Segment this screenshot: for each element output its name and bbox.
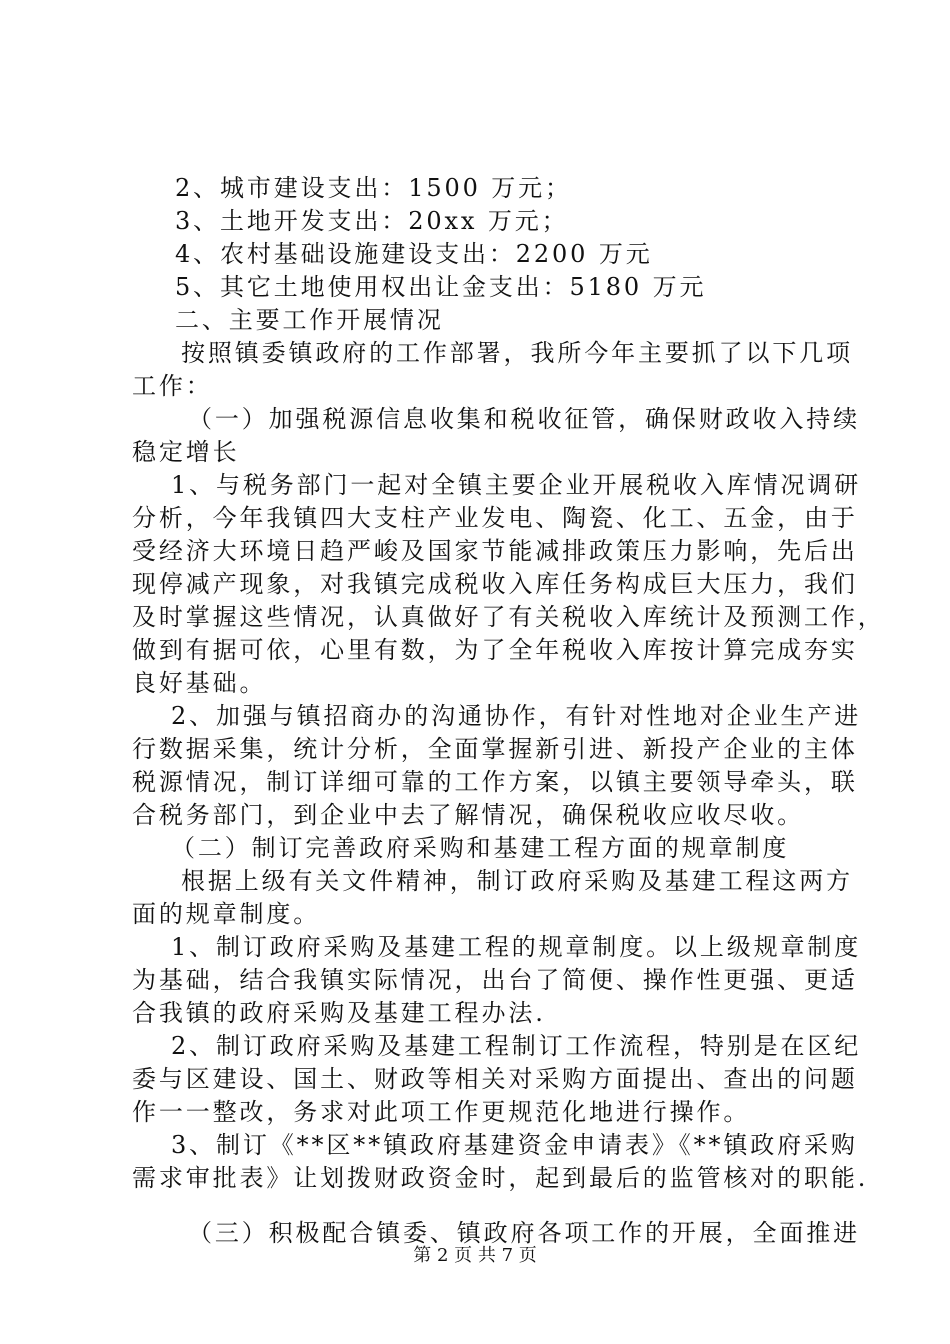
paragraph-line: 2、城市建设支出：1500 万元； <box>175 174 572 202</box>
paragraph-line: 受经济大环境日趋严峻及国家节能减排政策压力影响，先后出 <box>132 537 858 565</box>
paragraph-line: 分析，今年我镇四大支柱产业发电、陶瓷、化工、五金，由于 <box>132 504 858 532</box>
paragraph-line: 稳定增长 <box>132 438 240 466</box>
paragraph-line: 3、制订《**区**镇政府基建资金申请表》《**镇政府采购 <box>171 1131 858 1159</box>
paragraph-line: 税源情况，制订详细可靠的工作方案，以镇主要领导牵头，联 <box>132 768 858 796</box>
paragraph-line: 合我镇的政府采购及基建工程办法. <box>132 999 546 1027</box>
paragraph-line: 面的规章制度。 <box>132 900 321 928</box>
paragraph-line: 根据上级有关文件精神，制订政府采购及基建工程这两方 <box>181 867 853 895</box>
paragraph-line: 1、与税务部门一起对全镇主要企业开展税收入库情况调研 <box>171 471 862 499</box>
paragraph-line: 2、加强与镇招商办的沟通协作，有针对性地对企业生产进 <box>171 702 862 730</box>
paragraph-line: 1、制订政府采购及基建工程的规章制度。以上级规章制度 <box>171 933 862 961</box>
paragraph-line: 良好基础。 <box>132 669 267 697</box>
page-footer: 第 2 页 共 7 页 <box>413 1245 537 1266</box>
subsection-heading: （一）加强税源信息收集和税收征管，确保财政收入持续 <box>188 405 860 433</box>
paragraph-line: 合税务部门，到企业中去了解情况，确保税收应收尽收。 <box>132 801 804 829</box>
paragraph-line: 需求审批表》让划拨财政资金时，起到最后的监管核对的职能. <box>132 1164 869 1192</box>
paragraph-line: 3、土地开发支出：20xx 万元； <box>175 207 569 235</box>
paragraph-line: 现停减产现象，对我镇完成税收入库任务构成巨大压力，我们 <box>132 570 858 598</box>
paragraph-line: 委与区建设、国土、财政等相关对采购方面提出、查出的问题 <box>132 1065 858 1093</box>
paragraph-line: 及时掌握这些情况，认真做好了有关税收入库统计及预测工作， <box>132 603 885 631</box>
subsection-heading: （二）制订完善政府采购和基建工程方面的规章制度 <box>171 834 790 862</box>
section-heading: 二、主要工作开展情况 <box>175 306 444 334</box>
paragraph-line: 4、农村基础设施建设支出：2200 万元 <box>175 240 653 268</box>
paragraph-line: 工作： <box>132 372 213 400</box>
paragraph-line: 为基础，结合我镇实际情况，出台了简便、操作性更强、更适 <box>132 966 858 994</box>
paragraph-line: 作一一整改，务求对此项工作更规范化地进行操作。 <box>132 1098 751 1126</box>
paragraph-line: 5、其它土地使用权出让金支出：5180 万元 <box>175 273 707 301</box>
paragraph-line: 2、制订政府采购及基建工程制订工作流程，特别是在区纪 <box>171 1032 862 1060</box>
paragraph-line: 行数据采集，统计分析，全面掌握新引进、新投产企业的主体 <box>132 735 858 763</box>
paragraph-line: 做到有据可依，心里有数，为了全年税收入库按计算完成夯实 <box>132 636 858 664</box>
subsection-heading: （三）积极配合镇委、镇政府各项工作的开展，全面推进 <box>188 1219 860 1247</box>
paragraph-line: 按照镇委镇政府的工作部署，我所今年主要抓了以下几项 <box>181 339 853 367</box>
